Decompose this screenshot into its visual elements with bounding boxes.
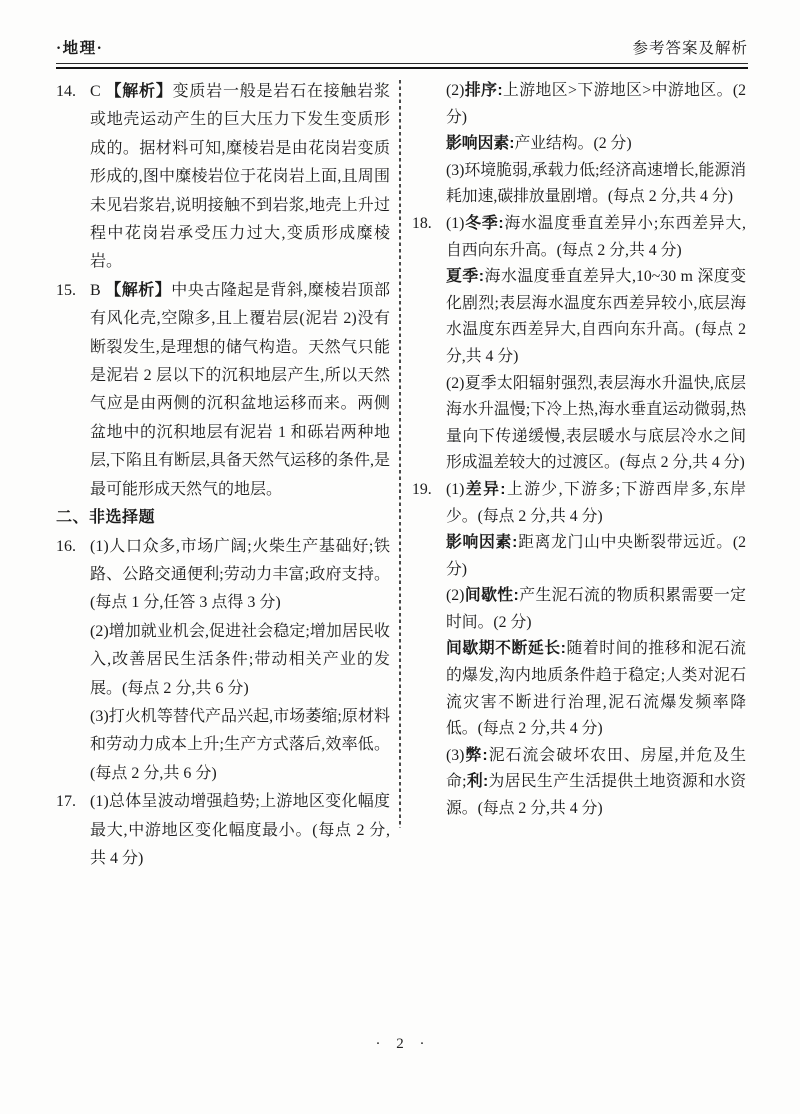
content-columns: [56, 78, 748, 873]
bold-label: 影响因素:: [446, 534, 518, 552]
answer-14-text: [90, 83, 390, 270]
item-number-16: 16.: [56, 537, 76, 555]
text-run: 上游地区>下游地区>中游地区。(2 分): [446, 82, 746, 126]
answer-15: [56, 277, 390, 504]
text-run: (1)人口众多,市场广阔;火柴生产基础好;铁路、公路交通便利;劳动力丰富;政府支持。(每点 1 分,任答 3 点得 3 分): [90, 537, 390, 612]
text-run: 产业结构。(2 分): [514, 135, 632, 153]
answer-14: [56, 78, 390, 277]
answer-17-part2-factor: [412, 131, 746, 158]
text-run: (2)增加就业机会,促进社会稳定;增加居民收入,改善居民生活条件;带动相关产业的发展。(每点 2 分,共 6 分): [90, 622, 390, 697]
answer-18-part1-winter: [412, 211, 746, 264]
right-column: [412, 78, 746, 873]
item-number-18: 18.: [412, 214, 432, 232]
text-run: (3)环境脆弱,承载力低;经济高速增长,能源消耗加速,碳排放量剧增。(每点 2 分,共 4 分): [446, 161, 746, 206]
page-footer: [0, 1036, 800, 1053]
page-number: · 2 ·: [375, 1036, 425, 1052]
answer-17-part3-text: [446, 162, 746, 206]
document-title: 参考答案及解析: [632, 40, 748, 57]
left-column: [56, 78, 390, 873]
answer-19-part1-factor-text: [446, 534, 746, 578]
answer-16-part3-text: [90, 708, 390, 782]
bold-label: 夏季:: [446, 268, 485, 286]
text-run: 产生泥石流的物质积累需要一定时间。(2 分): [446, 587, 746, 631]
text-run: (1): [446, 480, 465, 498]
answer-16-part2-text: [90, 623, 390, 697]
text-run: (2): [446, 82, 465, 99]
answer-19-part3-text: [446, 747, 746, 817]
answer-18-part2-text: [446, 375, 746, 472]
text-run: 上游少,下游多;下游西岸多,东岸少。(每点 2 分,共 4 分): [446, 480, 746, 525]
text-run: B: [90, 281, 106, 299]
answer-19-part1: [412, 477, 746, 530]
bold-label: 排序:: [464, 82, 503, 99]
answer-17-part1: [56, 788, 390, 873]
answer-17-part3: [412, 158, 746, 211]
answer-18-part1-summer: [412, 264, 746, 370]
text-run: (1)总体呈波动增强趋势;上游地区变化幅度最大,中游地区变化幅度最小。(每点 2 分,共 4 分): [90, 793, 390, 867]
bold-label: 影响因素:: [446, 135, 515, 153]
text-run: (2): [446, 587, 465, 605]
answer-19-part2-interval: [412, 636, 746, 742]
text-run: (2)夏季太阳辐射强烈,表层海水升温快,底层海水升温慢;下冷上热,海水垂直运动微弱,热量向下传递缓慢,表层暖水与底层冷水之间形成温差较大的过渡区。(每点 2 分,共 4 分): [446, 374, 746, 472]
answer-15-text: [90, 282, 390, 498]
text-run: 为居民生产生活提供土地资源和水资源。(每点 2 分,共 4 分): [446, 773, 746, 818]
bold-label: 差异:: [464, 480, 506, 498]
text-run: 变质岩一般是岩石在接触岩浆或地壳运动产生的巨大压力下发生变质形成的。据材料可知,糜棱岩是由花岗岩变质形成的,图中糜棱岩位于花岗岩上面,且周围未见岩浆岩,说明接触不到岩浆,地壳上升过程中花岗岩承受压力过大,变质形成糜棱岩。: [90, 83, 390, 271]
answer-17-part2-factor-text: [446, 135, 632, 152]
answer-17-part1-text: [90, 793, 390, 867]
text-run: 距离龙门山中央断裂带远近。(2 分): [446, 534, 746, 578]
page-header: [56, 36, 748, 58]
text-run: 海水温度垂直差异小;东西差异大,自西向东升高。(每点 2 分,共 4 分): [446, 214, 746, 259]
subject-title: ·地理·: [56, 40, 104, 57]
answer-19-part2-intermittent-text: [446, 587, 746, 631]
text-run: C: [90, 83, 106, 100]
text-run: 中央古隆起是背斜,糜棱岩顶部有风化壳,空隙多,且上覆岩层(泥岩 2)没有断裂发生,是理想的储气构造。天然气只能是泥岩 2 层以下的沉积地层产生,所以天然气应是由两侧的沉积盆地运移而来。两侧盆地中的沉积地层有泥岩 1 和砾岩两种地层,下陷且有断层,具备天然气运移的条件,是最可能形成天然气的地层。: [90, 281, 391, 498]
header-double-rule: [56, 63, 748, 69]
text-run: (3)打火机等替代产品兴起,市场萎缩;原材料和劳动力成本上升;生产方式落后,效率低。(每点 2 分,共 6 分): [90, 707, 390, 782]
bold-label: 间歇期不断延长:: [446, 640, 566, 658]
item-number-15: 15.: [56, 281, 76, 299]
answer-16-part1: [56, 533, 390, 618]
bold-label: 冬季:: [464, 214, 504, 232]
answer-19-part3: [412, 743, 746, 823]
answer-18-part2: [412, 371, 746, 477]
section-heading-non-choice: 二、非选择题: [56, 509, 156, 527]
text-run: (3): [446, 746, 465, 764]
answer-19-part1-text: [446, 481, 746, 525]
bold-label: 利:: [466, 773, 489, 791]
bold-label: 【解析】: [105, 281, 172, 299]
item-number-14: 14.: [56, 83, 76, 100]
answer-19-part2-interval-text: [446, 640, 746, 737]
bold-label: 弊:: [464, 746, 488, 764]
bold-label: 【解析】: [105, 83, 173, 100]
answer-16-part2: [56, 618, 390, 703]
text-run: (1): [446, 214, 465, 232]
item-number-17: 17.: [56, 793, 76, 811]
answer-17-part2-text: [446, 82, 746, 126]
answer-16-part1-text: [90, 538, 390, 612]
answer-16-part3: [56, 703, 390, 788]
answer-17-part2: [412, 78, 746, 131]
answer-19-part1-factor: [412, 530, 746, 583]
answer-18-part1-summer-text: [446, 268, 746, 365]
answer-18-part1-winter-text: [446, 215, 746, 259]
text-run: 海水温度垂直差异大,10~30 m 深度变化剧烈;表层海水温度东西差异较小,底层海水温度东西差异大,自西向东升高。(每点 2 分,共 4 分): [446, 268, 747, 365]
bold-label: 间歇性:: [464, 587, 519, 605]
item-number-19: 19.: [412, 480, 432, 498]
answer-19-part2-intermittent: [412, 583, 746, 636]
text-run: 泥石流会破坏农田、房屋,并危及生命;: [446, 746, 747, 791]
column-divider: [399, 80, 401, 828]
text-run: 随着时间的推移和泥石流的爆发,沟内地质条件趋于稳定;人类对泥石流灾害不断进行治理,泥石流爆发频率降低。(每点 2 分,共 4 分): [446, 640, 746, 738]
